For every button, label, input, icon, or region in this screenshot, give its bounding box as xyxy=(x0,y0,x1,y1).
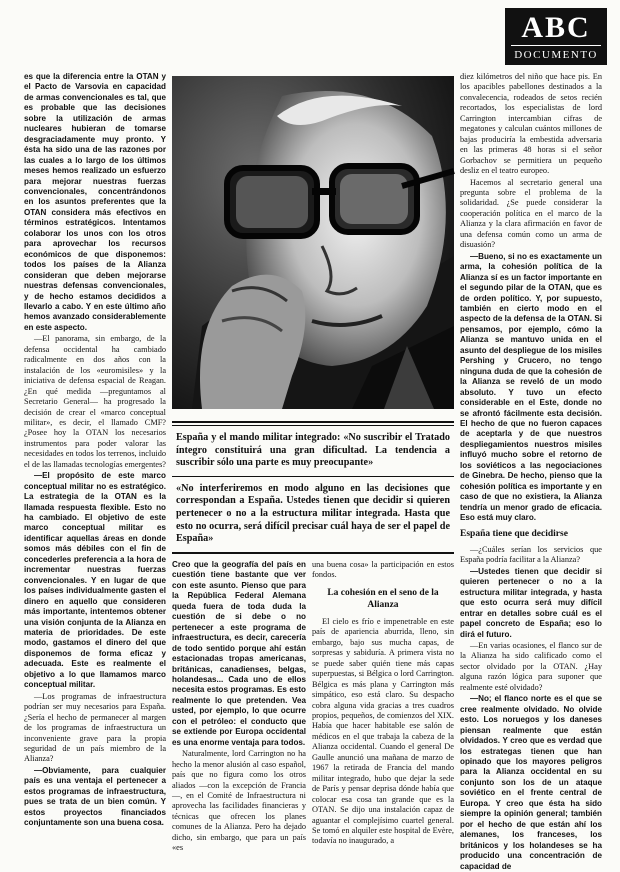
col1-paragraph-5: —Obviamente, para cualquier país es una ventaja el pertenecer a estos programas de infraestructura, pues se trata de un bien común. Y estos proyectos financiados conjuntamente son una buena cosa. xyxy=(24,765,166,828)
col4-paragraph-3: —Bueno, si no es exactamente un arma, la cohesión política de la Alianza sí es un factor importante en el segundo pilar de la OTAN, que es de orden político. Y, por supuesto, también en cierto modo en el aspecto de la defensa de la OTAN. Si pensamos, por ejemplo, cómo la Alianza se mantuvo unida en el asunto del despliegue de los misiles Pershing y Crucero, no tengo ninguna duda de que la cohesión de la Alianza se reveló de un modo absoluto. Y tuvo un efecto considerable en el Este, donde no se afrontó fácilmente esta decisión. El hecho de que no fueron capaces de aceptarla y de que nuestros despliegamientos nuestros misiles influyó mucho sobre el retorno de los soviéticos a las negociaciones de Ginebra. De hecho, pienso que la cohesión política es importante y en caso de que no existiera, la Alianza tendría un menor grado de eficacia. Eso está muy claro. xyxy=(460,251,602,523)
col1-paragraph-3: —El propósito de este marco conceptual militar no es estratégico. La estrategia de la OTAN es la llamada respuesta flexible. Esto no ha cambiado. El objetivo de este marco conceptual militar es identificar aquellas áreas en donde somos más débiles con el fin de concederles preferencia a la hora de incrementar nuestras fuerzas convencionales. Y en lugar de que los países individualmente gasten el dinero en aquello que consideren más importante, intentemos obtener una visión conjunta de la Alianza en materia de prioridades. De este modo, gastamos el dinero del que disponemos de forma eficaz y adecuada. Este es realmente el objetivo a lo que llamamos marco conceptual militar. xyxy=(24,471,166,690)
col1-paragraph-1: es que la diferencia entre la OTAN y el Pacto de Varsovia en capacidad de armas convencionales es tal, que es probable que las decisiones sobre la utilización de armas nucleares hubieran de tomarse desgraciadamente muy pronto. Y ésta ha sido una de las razones por las cuales a lo largo de los últimos meses hemos realizado un esfuerzo para mejorar nuestras fuerzas convencionales, concentrándonos en los asuntos preferentes que la OTAN considera más efectivos en términos estratégicos. Intentamos colaborar los unos con los otros para aprovechar los recursos económicos de que disponemos: todos los países de la Alianza consideran que deben mejorarse nuestras defensas convencionales, y de hecho estamos decididos a llevarlo a cabo. Y en este último año hemos avanzado considerablemente en este aspecto. xyxy=(24,72,166,332)
col4-paragraph-2: Hacemos al secretario general una pregunta sobre el problema de la solidaridad. ¿Se puede considerar la cooperación política en el marco de la Alianza y la clara afirmación en favor de una defensa común como un arma de disuasión? xyxy=(460,177,602,250)
portrait-photo xyxy=(172,76,454,409)
column-4 xyxy=(460,72,602,871)
column-3 xyxy=(312,560,454,848)
col4-subheading: España tiene que decidirse xyxy=(460,529,568,540)
quote-bottom-rule xyxy=(172,552,454,554)
col1-paragraph-2: —El panorama, sin embargo, de la defensa occidental ha cambiado radicalmente en dos años con la instalación de los «euromisiles» y la iniciativa de defensa espacial de Reagan. ¿En qué medida —preguntamos al Secretario General— ha progresado la decisión de crear el «marco conceptual militar», es decir, el llamado CMF? ¿Posee hoy la OTAN los necesarios instrumentos para poder valorar las necesidades en todos los terrenos, incluido el de las llamadas tecnologías emergentes? xyxy=(24,334,166,469)
quote-top-rule xyxy=(172,421,454,423)
col2-paragraph-2: Naturalmente, lord Carrington no ha hecho la menor alusión al caso español, país que no figura como los otros aliados —con la excepción de Francia—, en el Comité de Infraestructura ni aprovecha las facilidades financieras y técnicas que ofrecen los planes comunes de la Alianza. Pero ha dejado dicho, sin embargo, que para un país «es xyxy=(172,749,306,853)
pull-quote-2: «No interferiremos en modo alguno en las decisiones que correspondan a España. Ustedes tienen que decidir si quieren pertenecer o no a la estructura militar integrada. Hasta que esto no ocurra, será difícil precisar cuál haya de ser el papel de España» xyxy=(176,482,450,545)
quote-separator xyxy=(172,476,454,477)
col4-paragraph-7: —No; el flanco norte es el que se cree realmente olvidado. No olvide esto. Los noruegos y los daneses piensan realmente que están olvidados. Y creo que es verdad que los estrategas tienen que han opinado que los mayores peligros para la Alianza occidental en su conjunto son los de un ataque soviético en el frente central de Europa. Y creo que ésta ha sido siempre la opinión general; también por el hecho de que están ahí los alemanes, los franceses, los británicos y los holandeses se ha producido una concentración de capacidad de xyxy=(460,694,602,871)
pull-quote-1: España y el mando militar integrado: «No suscribir el Tratado íntegro constituirá una gran dificultad. La tendencia a suscribir sólo una parte es muy preocupante» xyxy=(176,432,450,469)
col3-paragraph-1: una buena cosa» la participación en estos fondos. xyxy=(312,560,454,580)
logo-subtitle: DOCUMENTO xyxy=(511,45,601,62)
col2-paragraph-1: Creo que la geografía del país en cuestión tiene bastante que ver con este asunto. Pienso que para la República Federal Alemana queda fuera de toda duda la cuestión de si debe o no pertenecer a este programa de infraestructura, es decir, carecería de todo sentido porque ahí están estacionadas tropas americanas, británicas, canadienses, belgas, holandesas... Cada uno de ellos necesita estos programas. Es esto realmente lo que pretenden. Vea usted, por ejemplo, lo que ocurre con el petróleo: el conducto que se extiende por Europa occidental es una enorme ventaja para todos. xyxy=(172,560,306,747)
column-1 xyxy=(24,72,166,848)
col3-subheading: La cohesión en el seno de la Alianza xyxy=(327,587,439,610)
logo-title: ABC xyxy=(521,11,591,44)
col3-paragraph-2: El cielo es frío e impenetrable en este país de apariencia aburrida, lleno, sin embargo, bajo sus mucha capas, de sorpresas y sabiduría. A primera vista no se puede saber quién tiene más capas superpuestas, si Bélgica o lord Carrington. Bélgica es más plana y Carrington más simpático, eso está claro. Su despacho cobra alguna vida gracias a tres cuadros propios, pequeños, de comienzos del XIX. Había que hacer habitable ese salón de médicos en el que trabaja la cabeza de la Alianza occidental. Cuando el general De Gaulle anunció una mañana de marzo de 1967 la retirada de Francia del mando militar integrado, hubo que dejar la sede de París y pensar deprisa dónde había que colocar esa cosa tan grande que es la OTAN. Se dijo una instalación capaz de aguantar el complejísimo cuartel general. Se tomó en alquiler este hospital de Evère, todavía no inaugurado, a xyxy=(312,616,454,846)
column-2 xyxy=(172,560,306,853)
col4-paragraph-6: —En varias ocasiones, el flanco sur de la Alianza ha sido calificado como el sector olvidado por la OTAN. ¿Hay alguna razón lógica para suponer que realmente esté olvidado? xyxy=(460,641,602,692)
quote-top-rule-thin xyxy=(172,425,454,426)
col4-paragraph-4: —¿Cuáles serían los servicios que España podría facilitar a la Alianza? xyxy=(460,544,602,565)
pull-quote-box xyxy=(172,421,454,554)
abc-documento-logo xyxy=(505,8,607,65)
col4-paragraph-5: —Ustedes tienen que decidir si quieren pertenecer o no a la estructura militar integrada, y hasta que esto ocurra será muy difícil entrar en detalles sobre cuál es el papel concreto de España; eso lo dirá el futuro. xyxy=(460,566,602,639)
col1-paragraph-4: —Los programas de infraestructura podrían ser muy necesarios para España. ¿Sería el hecho de permanecer al margen de los programas de infraestructura un inconveniente grave para la propia seguridad de un país miembro de la Alianza? xyxy=(24,691,166,764)
col4-paragraph-1: diez kilómetros del niño que hace pis. En los apacibles pabellones destinados a la convalecencia, rodeados de setos recién recortados, los especialistas de lord Carrington intercambian cifras de megatones y calculan cuántos millones de bajas produciría la embestida adversaria en las primeras 48 horas si el señor Gorbachov se permitiera un pequeño desliz en el teatro europeo. xyxy=(460,72,602,176)
